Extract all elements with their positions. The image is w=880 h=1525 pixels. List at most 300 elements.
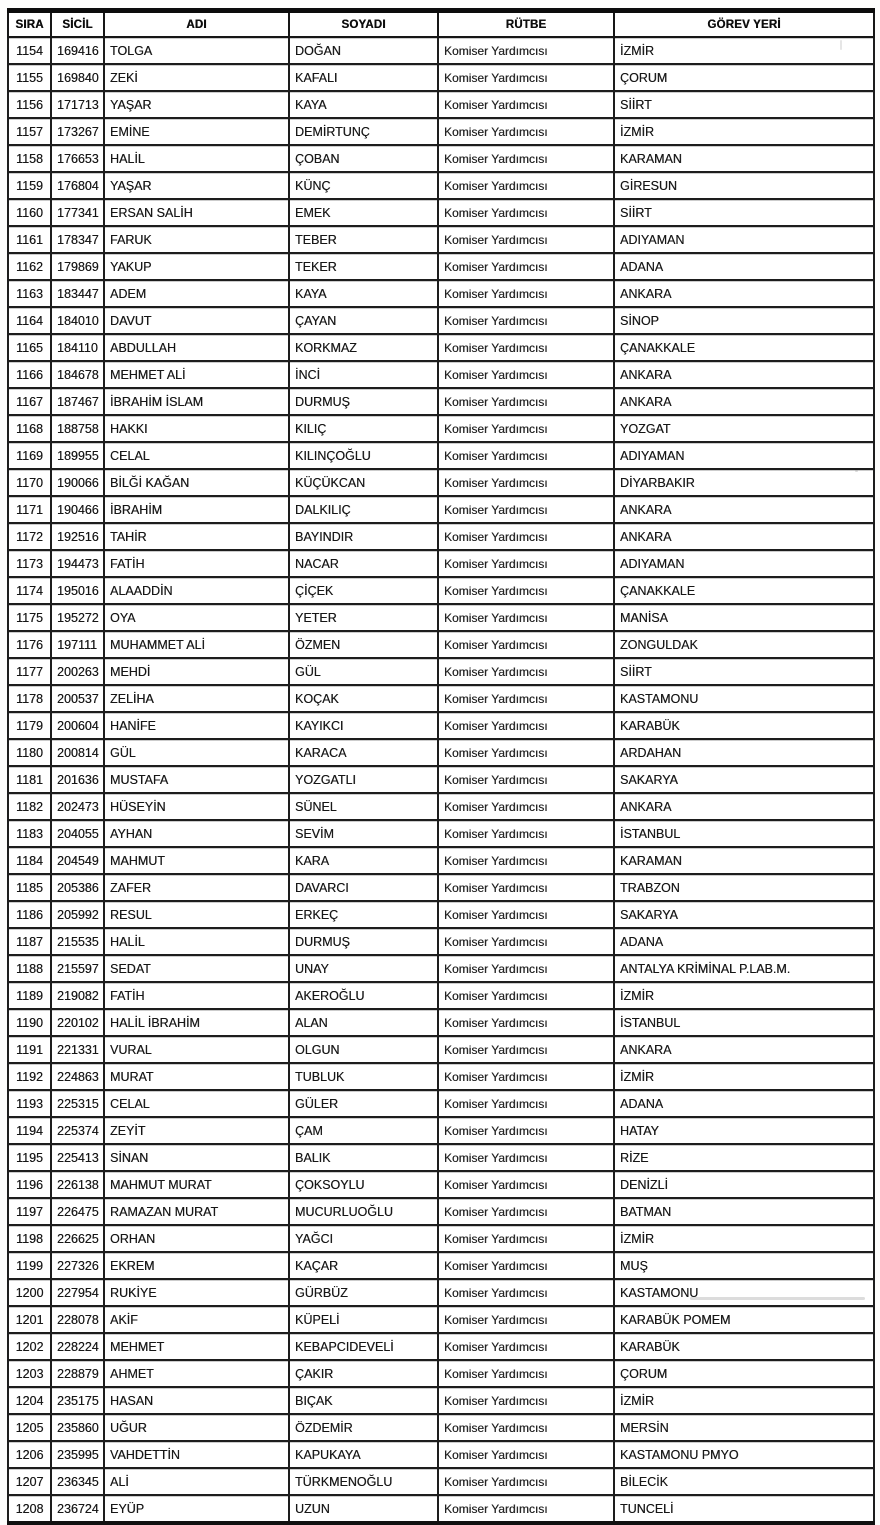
cell-rutbe: Komiser Yardımcısı	[438, 766, 614, 793]
cell-gorev-yeri: ADANA	[614, 1090, 874, 1117]
cell-gorev-yeri: BİLECİK	[614, 1468, 874, 1495]
cell-gorev-yeri: SİİRT	[614, 199, 874, 226]
cell-sira: 1158	[8, 145, 51, 172]
cell-gorev-yeri: ANKARA	[614, 523, 874, 550]
cell-sira: 1185	[8, 874, 51, 901]
cell-rutbe: Komiser Yardımcısı	[438, 982, 614, 1009]
cell-sicil: 224863	[51, 1063, 104, 1090]
cell-rutbe: Komiser Yardımcısı	[438, 604, 614, 631]
cell-rutbe: Komiser Yardımcısı	[438, 226, 614, 253]
cell-sira: 1159	[8, 172, 51, 199]
table-row	[8, 226, 874, 253]
cell-sira: 1168	[8, 415, 51, 442]
cell-sicil: 227326	[51, 1252, 104, 1279]
cell-soyadi: SÜNEL	[289, 793, 438, 820]
cell-rutbe: Komiser Yardımcısı	[438, 1441, 614, 1468]
cell-rutbe: Komiser Yardımcısı	[438, 1198, 614, 1225]
column-header-gorev-yeri: GÖREV YERİ	[614, 11, 874, 38]
cell-rutbe: Komiser Yardımcısı	[438, 1333, 614, 1360]
cell-rutbe: Komiser Yardımcısı	[438, 1387, 614, 1414]
cell-sicil: 200814	[51, 739, 104, 766]
cell-adi: MAHMUT	[104, 847, 289, 874]
cell-adi: FATİH	[104, 550, 289, 577]
table-row	[8, 1306, 874, 1333]
cell-sira: 1176	[8, 631, 51, 658]
cell-sicil: 188758	[51, 415, 104, 442]
cell-adi: MEHMET	[104, 1333, 289, 1360]
cell-rutbe: Komiser Yardımcısı	[438, 442, 614, 469]
cell-sira: 1162	[8, 253, 51, 280]
cell-sicil: 171713	[51, 91, 104, 118]
cell-sira: 1206	[8, 1441, 51, 1468]
table-row	[8, 118, 874, 145]
column-header-soyadi: SOYADI	[289, 11, 438, 38]
cell-soyadi: OLGUN	[289, 1036, 438, 1063]
cell-sira: 1196	[8, 1171, 51, 1198]
cell-gorev-yeri: İZMİR	[614, 1387, 874, 1414]
cell-rutbe: Komiser Yardımcısı	[438, 199, 614, 226]
cell-soyadi: BIÇAK	[289, 1387, 438, 1414]
table-row	[8, 1144, 874, 1171]
cell-adi: CELAL	[104, 1090, 289, 1117]
cell-rutbe: Komiser Yardımcısı	[438, 1090, 614, 1117]
cell-soyadi: KARACA	[289, 739, 438, 766]
cell-sicil: 225413	[51, 1144, 104, 1171]
table-body	[8, 37, 874, 1523]
table-row	[8, 928, 874, 955]
cell-sira: 1179	[8, 712, 51, 739]
cell-sicil: 187467	[51, 388, 104, 415]
cell-sira: 1187	[8, 928, 51, 955]
cell-sicil: 195272	[51, 604, 104, 631]
cell-gorev-yeri: ÇANAKKALE	[614, 577, 874, 604]
cell-sira: 1172	[8, 523, 51, 550]
cell-sicil: 201636	[51, 766, 104, 793]
cell-rutbe: Komiser Yardımcısı	[438, 307, 614, 334]
cell-sira: 1165	[8, 334, 51, 361]
cell-adi: MAHMUT MURAT	[104, 1171, 289, 1198]
cell-adi: İBRAHİM	[104, 496, 289, 523]
cell-sira: 1175	[8, 604, 51, 631]
cell-adi: ZAFER	[104, 874, 289, 901]
cell-adi: DAVUT	[104, 307, 289, 334]
table-row	[8, 874, 874, 901]
cell-soyadi: GÜLER	[289, 1090, 438, 1117]
cell-adi: YAŞAR	[104, 91, 289, 118]
cell-sicil: 219082	[51, 982, 104, 1009]
cell-sicil: 235995	[51, 1441, 104, 1468]
cell-gorev-yeri: ARDAHAN	[614, 739, 874, 766]
cell-gorev-yeri: KASTAMONU PMYO	[614, 1441, 874, 1468]
cell-adi: UĞUR	[104, 1414, 289, 1441]
cell-sicil: 192516	[51, 523, 104, 550]
cell-soyadi: KILINÇOĞLU	[289, 442, 438, 469]
cell-rutbe: Komiser Yardımcısı	[438, 1495, 614, 1523]
table-row	[8, 604, 874, 631]
cell-sicil: 197111	[51, 631, 104, 658]
cell-soyadi: KILIÇ	[289, 415, 438, 442]
cell-rutbe: Komiser Yardımcısı	[438, 1279, 614, 1306]
cell-rutbe: Komiser Yardımcısı	[438, 37, 614, 64]
cell-soyadi: KÜÇÜKCAN	[289, 469, 438, 496]
cell-gorev-yeri: SAKARYA	[614, 766, 874, 793]
table-row	[8, 1279, 874, 1306]
cell-sicil: 169416	[51, 37, 104, 64]
table-row	[8, 739, 874, 766]
table-row	[8, 361, 874, 388]
cell-rutbe: Komiser Yardımcısı	[438, 1117, 614, 1144]
cell-sicil: 195016	[51, 577, 104, 604]
cell-adi: AKİF	[104, 1306, 289, 1333]
cell-adi: OYA	[104, 604, 289, 631]
cell-adi: FARUK	[104, 226, 289, 253]
cell-adi: HANİFE	[104, 712, 289, 739]
cell-gorev-yeri: SİİRT	[614, 91, 874, 118]
cell-gorev-yeri: MERSİN	[614, 1414, 874, 1441]
cell-soyadi: ÇOBAN	[289, 145, 438, 172]
cell-adi: SEDAT	[104, 955, 289, 982]
cell-gorev-yeri: İZMİR	[614, 1063, 874, 1090]
table-row	[8, 685, 874, 712]
cell-adi: VURAL	[104, 1036, 289, 1063]
cell-rutbe: Komiser Yardımcısı	[438, 469, 614, 496]
cell-soyadi: DURMUŞ	[289, 388, 438, 415]
cell-sira: 1160	[8, 199, 51, 226]
table-row	[8, 658, 874, 685]
cell-rutbe: Komiser Yardımcısı	[438, 523, 614, 550]
cell-rutbe: Komiser Yardımcısı	[438, 1036, 614, 1063]
cell-adi: TAHİR	[104, 523, 289, 550]
cell-soyadi: BALIK	[289, 1144, 438, 1171]
cell-sicil: 228078	[51, 1306, 104, 1333]
cell-gorev-yeri: SAKARYA	[614, 901, 874, 928]
cell-sicil: 183447	[51, 280, 104, 307]
cell-sicil: 221331	[51, 1036, 104, 1063]
cell-soyadi: YAĞCI	[289, 1225, 438, 1252]
cell-sicil: 169840	[51, 64, 104, 91]
cell-gorev-yeri: ADIYAMAN	[614, 226, 874, 253]
cell-rutbe: Komiser Yardımcısı	[438, 955, 614, 982]
column-header-sicil: SİCİL	[51, 11, 104, 38]
cell-sira: 1205	[8, 1414, 51, 1441]
table-row	[8, 1333, 874, 1360]
cell-sira: 1208	[8, 1495, 51, 1523]
column-header-adi: ADI	[104, 11, 289, 38]
cell-rutbe: Komiser Yardımcısı	[438, 1009, 614, 1036]
cell-adi: HALİL	[104, 145, 289, 172]
cell-rutbe: Komiser Yardımcısı	[438, 415, 614, 442]
cell-gorev-yeri: DENİZLİ	[614, 1171, 874, 1198]
cell-rutbe: Komiser Yardımcısı	[438, 1360, 614, 1387]
cell-sira: 1197	[8, 1198, 51, 1225]
cell-soyadi: ÇOKSOYLU	[289, 1171, 438, 1198]
cell-gorev-yeri: DİYARBAKIR	[614, 469, 874, 496]
table-row	[8, 172, 874, 199]
cell-gorev-yeri: KARAMAN	[614, 847, 874, 874]
cell-soyadi: ÖZDEMİR	[289, 1414, 438, 1441]
cell-soyadi: EMEK	[289, 199, 438, 226]
table-row	[8, 1387, 874, 1414]
cell-soyadi: KAYA	[289, 91, 438, 118]
cell-soyadi: KARA	[289, 847, 438, 874]
cell-rutbe: Komiser Yardımcısı	[438, 280, 614, 307]
cell-rutbe: Komiser Yardımcısı	[438, 334, 614, 361]
cell-soyadi: MUCURLUOĞLU	[289, 1198, 438, 1225]
cell-rutbe: Komiser Yardımcısı	[438, 1225, 614, 1252]
cell-adi: AHMET	[104, 1360, 289, 1387]
cell-gorev-yeri: KASTAMONU	[614, 685, 874, 712]
cell-sira: 1177	[8, 658, 51, 685]
cell-rutbe: Komiser Yardımcısı	[438, 1063, 614, 1090]
cell-gorev-yeri: İZMİR	[614, 37, 874, 64]
table-row	[8, 1468, 874, 1495]
table-row	[8, 91, 874, 118]
cell-rutbe: Komiser Yardımcısı	[438, 91, 614, 118]
scanned-page	[7, 8, 873, 1525]
cell-sicil: 204055	[51, 820, 104, 847]
cell-sicil: 215597	[51, 955, 104, 982]
cell-gorev-yeri: TUNCELİ	[614, 1495, 874, 1523]
table-row	[8, 982, 874, 1009]
cell-sira: 1183	[8, 820, 51, 847]
cell-soyadi: KEBAPCIDEVELİ	[289, 1333, 438, 1360]
cell-sira: 1203	[8, 1360, 51, 1387]
cell-soyadi: KAYIKCI	[289, 712, 438, 739]
cell-sira: 1157	[8, 118, 51, 145]
cell-adi: CELAL	[104, 442, 289, 469]
table-row	[8, 1063, 874, 1090]
cell-rutbe: Komiser Yardımcısı	[438, 253, 614, 280]
cell-gorev-yeri: ÇANAKKALE	[614, 334, 874, 361]
column-header-sira: SIRA	[8, 11, 51, 38]
cell-gorev-yeri: KARABÜK POMEM	[614, 1306, 874, 1333]
cell-sicil: 215535	[51, 928, 104, 955]
cell-sicil: 227954	[51, 1279, 104, 1306]
table-row	[8, 1198, 874, 1225]
cell-sira: 1201	[8, 1306, 51, 1333]
cell-adi: HASAN	[104, 1387, 289, 1414]
cell-rutbe: Komiser Yardımcısı	[438, 712, 614, 739]
cell-sicil: 226475	[51, 1198, 104, 1225]
table-row	[8, 496, 874, 523]
cell-adi: EYÜP	[104, 1495, 289, 1523]
cell-soyadi: KÜPELİ	[289, 1306, 438, 1333]
cell-sira: 1194	[8, 1117, 51, 1144]
table-row	[8, 469, 874, 496]
cell-soyadi: GÜRBÜZ	[289, 1279, 438, 1306]
table-row	[8, 442, 874, 469]
table-row	[8, 199, 874, 226]
cell-gorev-yeri: ÇORUM	[614, 64, 874, 91]
cell-soyadi: BAYINDIR	[289, 523, 438, 550]
cell-adi: İBRAHİM İSLAM	[104, 388, 289, 415]
cell-sicil: 220102	[51, 1009, 104, 1036]
cell-adi: BİLĞİ KAĞAN	[104, 469, 289, 496]
cell-sira: 1181	[8, 766, 51, 793]
cell-sira: 1178	[8, 685, 51, 712]
table-row	[8, 1441, 874, 1468]
table-row	[8, 64, 874, 91]
cell-soyadi: DALKILIÇ	[289, 496, 438, 523]
cell-sira: 1200	[8, 1279, 51, 1306]
cell-sira: 1186	[8, 901, 51, 928]
cell-gorev-yeri: SİNOP	[614, 307, 874, 334]
cell-rutbe: Komiser Yardımcısı	[438, 793, 614, 820]
cell-rutbe: Komiser Yardımcısı	[438, 1414, 614, 1441]
table-row	[8, 280, 874, 307]
cell-rutbe: Komiser Yardımcısı	[438, 631, 614, 658]
table-row	[8, 820, 874, 847]
cell-adi: HALİL	[104, 928, 289, 955]
table-row	[8, 550, 874, 577]
cell-soyadi: UNAY	[289, 955, 438, 982]
table-row	[8, 415, 874, 442]
cell-adi: HAKKI	[104, 415, 289, 442]
cell-sira: 1199	[8, 1252, 51, 1279]
cell-sira: 1164	[8, 307, 51, 334]
cell-gorev-yeri: ANKARA	[614, 361, 874, 388]
cell-sira: 1154	[8, 37, 51, 64]
cell-sicil: 194473	[51, 550, 104, 577]
cell-adi: FATİH	[104, 982, 289, 1009]
cell-gorev-yeri: ANKARA	[614, 793, 874, 820]
cell-rutbe: Komiser Yardımcısı	[438, 739, 614, 766]
cell-gorev-yeri: MANİSA	[614, 604, 874, 631]
table-row	[8, 253, 874, 280]
cell-soyadi: KAÇAR	[289, 1252, 438, 1279]
cell-adi: EMİNE	[104, 118, 289, 145]
cell-adi: EKREM	[104, 1252, 289, 1279]
cell-sicil: 184010	[51, 307, 104, 334]
cell-sira: 1188	[8, 955, 51, 982]
cell-adi: YAKUP	[104, 253, 289, 280]
cell-soyadi: TEBER	[289, 226, 438, 253]
cell-sicil: 178347	[51, 226, 104, 253]
cell-sicil: 190066	[51, 469, 104, 496]
table-row	[8, 1360, 874, 1387]
table-row	[8, 1225, 874, 1252]
cell-adi: HÜSEYİN	[104, 793, 289, 820]
cell-soyadi: DAVARCI	[289, 874, 438, 901]
cell-soyadi: ERKEÇ	[289, 901, 438, 928]
cell-gorev-yeri: ADANA	[614, 928, 874, 955]
cell-adi: ADEM	[104, 280, 289, 307]
cell-rutbe: Komiser Yardımcısı	[438, 64, 614, 91]
cell-soyadi: TÜRKMENOĞLU	[289, 1468, 438, 1495]
cell-adi: ALİ	[104, 1468, 289, 1495]
cell-sicil: 236724	[51, 1495, 104, 1523]
cell-gorev-yeri: ZONGULDAK	[614, 631, 874, 658]
cell-rutbe: Komiser Yardımcısı	[438, 388, 614, 415]
cell-soyadi: SEVİM	[289, 820, 438, 847]
cell-adi: RUKİYE	[104, 1279, 289, 1306]
cell-gorev-yeri: HATAY	[614, 1117, 874, 1144]
table-row	[8, 523, 874, 550]
cell-soyadi: ALAN	[289, 1009, 438, 1036]
cell-sira: 1155	[8, 64, 51, 91]
cell-adi: RAMAZAN MURAT	[104, 1198, 289, 1225]
cell-adi: SİNAN	[104, 1144, 289, 1171]
cell-sicil: 204549	[51, 847, 104, 874]
cell-rutbe: Komiser Yardımcısı	[438, 145, 614, 172]
cell-rutbe: Komiser Yardımcısı	[438, 901, 614, 928]
cell-adi: YAŞAR	[104, 172, 289, 199]
cell-sira: 1182	[8, 793, 51, 820]
table-row	[8, 766, 874, 793]
cell-soyadi: UZUN	[289, 1495, 438, 1523]
cell-soyadi: KORKMAZ	[289, 334, 438, 361]
table-row	[8, 955, 874, 982]
cell-gorev-yeri: KARAMAN	[614, 145, 874, 172]
cell-adi: HALİL İBRAHİM	[104, 1009, 289, 1036]
cell-sira: 1173	[8, 550, 51, 577]
table-row	[8, 1171, 874, 1198]
cell-gorev-yeri: BATMAN	[614, 1198, 874, 1225]
cell-gorev-yeri: TRABZON	[614, 874, 874, 901]
cell-rutbe: Komiser Yardımcısı	[438, 1144, 614, 1171]
cell-sira: 1156	[8, 91, 51, 118]
cell-adi: ZEYİT	[104, 1117, 289, 1144]
table-row	[8, 1090, 874, 1117]
cell-gorev-yeri: İZMİR	[614, 982, 874, 1009]
table-row	[8, 37, 874, 64]
cell-sicil: 235860	[51, 1414, 104, 1441]
cell-adi: ABDULLAH	[104, 334, 289, 361]
cell-sicil: 225315	[51, 1090, 104, 1117]
cell-gorev-yeri: YOZGAT	[614, 415, 874, 442]
cell-adi: MEHDİ	[104, 658, 289, 685]
cell-sira: 1195	[8, 1144, 51, 1171]
cell-gorev-yeri: ANKARA	[614, 388, 874, 415]
cell-gorev-yeri: İZMİR	[614, 118, 874, 145]
cell-sira: 1167	[8, 388, 51, 415]
cell-sicil: 190466	[51, 496, 104, 523]
cell-sicil: 176653	[51, 145, 104, 172]
cell-sira: 1170	[8, 469, 51, 496]
cell-rutbe: Komiser Yardımcısı	[438, 172, 614, 199]
column-header-rutbe: RÜTBE	[438, 11, 614, 38]
table-row	[8, 307, 874, 334]
cell-sicil: 176804	[51, 172, 104, 199]
table-row	[8, 1036, 874, 1063]
cell-rutbe: Komiser Yardımcısı	[438, 118, 614, 145]
cell-soyadi: KAFALI	[289, 64, 438, 91]
table-row	[8, 847, 874, 874]
cell-sicil: 200604	[51, 712, 104, 739]
cell-soyadi: DEMİRTUNÇ	[289, 118, 438, 145]
personnel-table	[7, 8, 875, 1525]
cell-gorev-yeri: KARABÜK	[614, 1333, 874, 1360]
cell-adi: ERSAN SALİH	[104, 199, 289, 226]
cell-sira: 1169	[8, 442, 51, 469]
cell-gorev-yeri: ANKARA	[614, 496, 874, 523]
table-header	[8, 11, 874, 38]
cell-sira: 1207	[8, 1468, 51, 1495]
cell-adi: GÜL	[104, 739, 289, 766]
cell-sira: 1166	[8, 361, 51, 388]
cell-sicil: 205992	[51, 901, 104, 928]
cell-adi: MUHAMMET ALİ	[104, 631, 289, 658]
cell-gorev-yeri: MUŞ	[614, 1252, 874, 1279]
cell-gorev-yeri: ADIYAMAN	[614, 550, 874, 577]
cell-gorev-yeri: İZMİR	[614, 1225, 874, 1252]
table-row	[8, 1009, 874, 1036]
cell-soyadi: KÜNÇ	[289, 172, 438, 199]
cell-sicil: 228879	[51, 1360, 104, 1387]
cell-gorev-yeri: GİRESUN	[614, 172, 874, 199]
cell-soyadi: YETER	[289, 604, 438, 631]
cell-sira: 1189	[8, 982, 51, 1009]
